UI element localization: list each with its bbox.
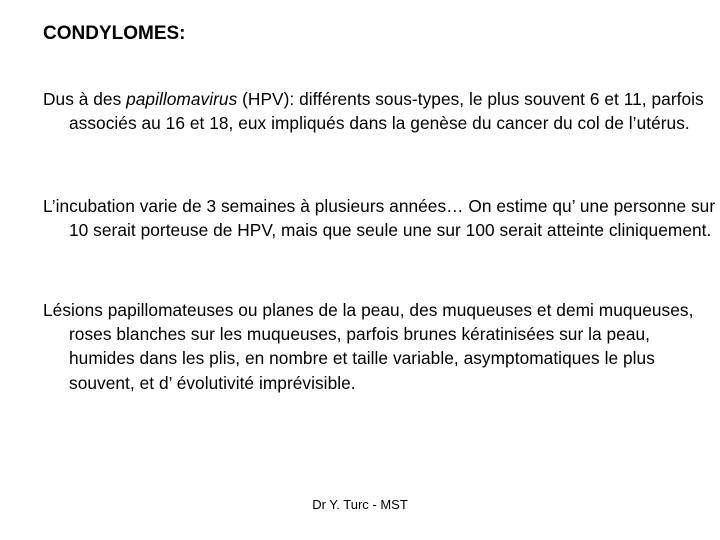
slide-footer: Dr Y. Turc - MST [312, 497, 408, 512]
paragraph-hpv-cause-end: (HPV): différents sous-types, le plus souvent 6 et 11, parfois associés au 16 et 18, eux impliqués dans la genèse du cancer du col de l’utérus. [69, 89, 704, 134]
slide-title: CONDYLOMES: [43, 23, 186, 44]
paragraph-hpv-cause-start: Dus à des [43, 89, 127, 109]
paragraph-incubation: L’incubation varie de 3 semaines à plusieurs années… On estime qu’ une personne sur 10 serait porteuse de HPV, mais que seule une sur 100 serait atteinte cliniquement. [43, 196, 716, 241]
paragraph-lesions: Lésions papillomateuses ou planes de la peau, des muqueuses et demi muqueuses, roses blanches sur les muqueuses, parfois brunes kératinisées sur la peau, humides dans les plis, en nombre et taille variable, asymptomatiques le plus souvent, et d’ évolutivité imprévisible. [43, 300, 694, 393]
paragraph-hpv-cause [43, 87, 719, 135]
paragraph-hpv-cause-italic: papillomavirus [126, 89, 238, 109]
